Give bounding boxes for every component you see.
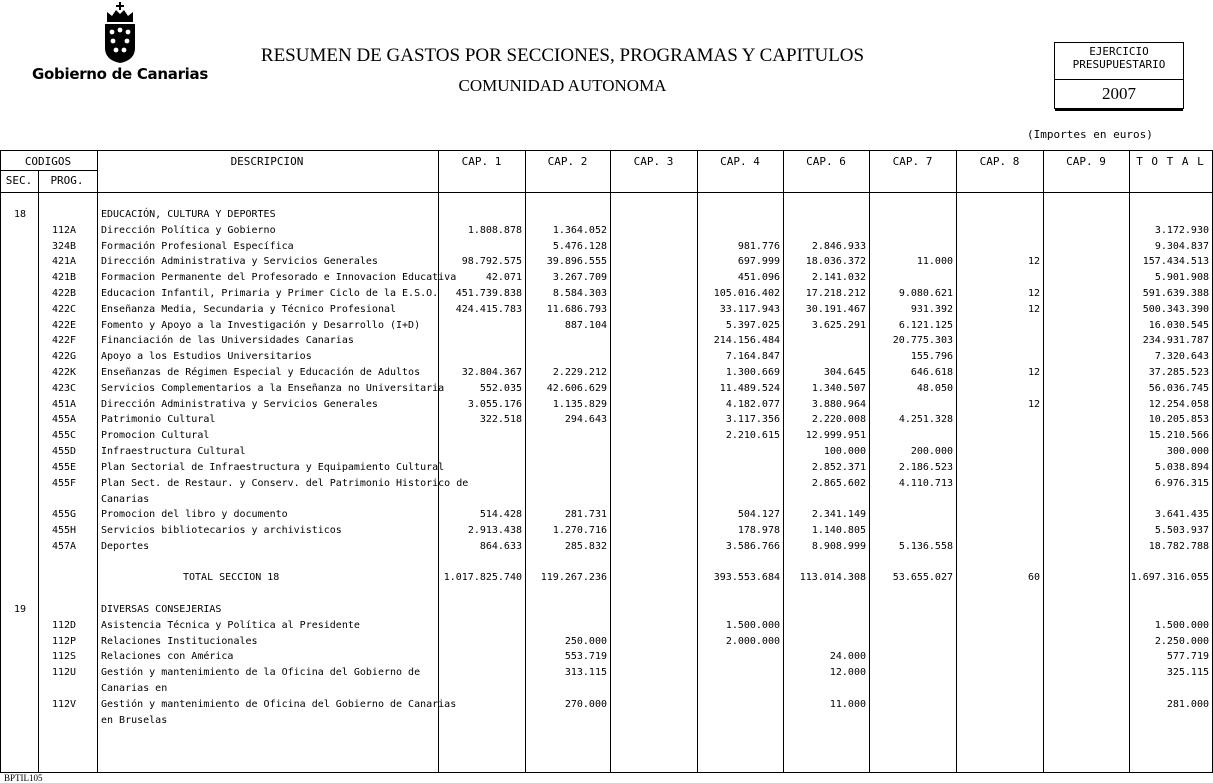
amount-value: 9.080.621	[898, 288, 953, 299]
amount-value: 2.341.149	[811, 509, 866, 520]
report-title: RESUMEN DE GASTOS POR SECCIONES, PROGRAMAS Y CAPITULOS	[260, 45, 865, 66]
report-subtitle: COMUNIDAD AUTONOMA	[458, 76, 667, 95]
header-divider	[0, 170, 97, 171]
column-divider	[525, 151, 526, 772]
amount-value: 864.633	[479, 541, 522, 552]
amount-value: 5.476.128	[552, 241, 607, 252]
program-code: 451A	[52, 399, 77, 410]
total-value: 9.304.837	[1154, 241, 1209, 252]
amount-value: 2.186.523	[898, 462, 953, 473]
column-divider	[869, 151, 870, 772]
ejercicio-box	[1054, 42, 1184, 109]
description-text: Formación Profesional Específica	[101, 241, 294, 252]
amount-value: 514.428	[479, 509, 522, 520]
amount-value: 697.999	[737, 256, 780, 267]
program-code: 112D	[52, 620, 77, 631]
total-value: 281.000	[1166, 699, 1209, 710]
description-text: Educacion Infantil, Primaria y Primer Ciclo de la E.S.O.	[101, 288, 439, 299]
amount-value: 18.036.372	[805, 256, 866, 267]
program-code: 455H	[52, 525, 77, 536]
amount-value: 48.050	[916, 383, 953, 394]
amount-value: 250.000	[564, 636, 607, 647]
column-divider	[1043, 151, 1044, 772]
column-divider	[0, 151, 1, 772]
column-divider	[610, 151, 611, 772]
amount-value: 3.117.356	[725, 414, 780, 425]
amount-value: 98.792.575	[461, 256, 522, 267]
total-value: 591.639.388	[1142, 288, 1209, 299]
amount-value: 8.908.999	[811, 541, 866, 552]
amount-value: 3.625.291	[811, 320, 866, 331]
program-code: 422K	[52, 367, 77, 378]
amount-value: 1.140.805	[811, 525, 866, 536]
description-text: Gestión y mantenimiento de la Oficina del Gobierno de	[101, 667, 421, 678]
cap-header: CAP. 8	[979, 155, 1020, 168]
section-code: 19	[14, 604, 27, 615]
amount-value: 4.182.077	[725, 399, 780, 410]
amount-value: 313.115	[564, 667, 607, 678]
descripcion-header: DESCRIPCION	[230, 155, 304, 168]
description-text: Promocion Cultural	[101, 430, 210, 441]
program-code: 455G	[52, 509, 77, 520]
program-code: 423C	[52, 383, 77, 394]
amount-value: 1.340.507	[811, 383, 866, 394]
amount-value: 1.364.052	[552, 225, 607, 236]
amount-value: 60	[1027, 572, 1040, 583]
amount-value: 24.000	[829, 651, 866, 662]
total-value: 325.115	[1166, 667, 1209, 678]
program-code: 112V	[52, 699, 77, 710]
cap-header: CAP. 4	[720, 155, 760, 168]
amount-value: 553.719	[564, 651, 607, 662]
amount-value: 3.586.766	[725, 541, 780, 552]
program-code: 455A	[52, 414, 77, 425]
amount-value: 11.489.524	[719, 383, 780, 394]
amount-value: 646.618	[910, 367, 953, 378]
importes-note: (Importes en euros)	[1027, 128, 1153, 141]
total-value: 234.931.787	[1142, 335, 1209, 346]
description-text: Relaciones con América	[101, 651, 234, 662]
section-code: 18	[14, 209, 27, 220]
description-text: Dirección Administrativa y Servicios Generales	[101, 256, 378, 267]
program-code: 455F	[52, 478, 77, 489]
description-text: Relaciones Institucionales	[101, 636, 258, 647]
codigos-header: CODIGOS	[24, 155, 72, 168]
amount-value: 2.229.212	[552, 367, 607, 378]
total-value: 3.641.435	[1154, 509, 1209, 520]
description-text: Deportes	[101, 541, 150, 552]
total-value: 3.172.930	[1154, 225, 1209, 236]
amount-value: 424.415.783	[455, 304, 522, 315]
column-divider	[783, 151, 784, 772]
description-text: Gestión y mantenimiento de Oficina del Gobierno de Canarias	[101, 699, 457, 710]
description-text: Dirección Administrativa y Servicios Generales	[101, 399, 378, 410]
budget-year: 2007	[1055, 79, 1183, 111]
amount-value: 20.775.303	[892, 335, 953, 346]
amount-value: 1.017.825.740	[443, 572, 522, 583]
program-code: 422B	[52, 288, 77, 299]
amount-value: 5.136.558	[898, 541, 953, 552]
amount-value: 393.553.684	[713, 572, 780, 583]
amount-value: 12	[1027, 304, 1040, 315]
description-text: Enseñanzas de Régimen Especial y Educación de Adultos	[101, 367, 421, 378]
program-code: 455D	[52, 446, 77, 457]
total-value: 18.782.788	[1148, 541, 1209, 552]
total-value: 300.000	[1166, 446, 1209, 457]
cap-header: CAP. 3	[633, 155, 674, 168]
total-value: 37.285.523	[1148, 367, 1209, 378]
description-text: Formacion Permanente del Profesorado e Innovacion Educativa	[101, 272, 457, 283]
amount-value: 12	[1027, 399, 1040, 410]
column-divider	[97, 151, 98, 772]
cap-header: CAP. 6	[806, 155, 846, 168]
description-text: Servicios bibliotecarios y archivisticos	[101, 525, 342, 536]
amount-value: 2.846.933	[811, 241, 866, 252]
program-code: 324B	[52, 241, 77, 252]
logo-text: Gobierno de Canarias	[32, 65, 208, 83]
prog-header: PROG.	[50, 174, 84, 187]
description-text: Infraestructura Cultural	[101, 446, 246, 457]
amount-value: 113.014.308	[799, 572, 866, 583]
amount-value: 451.739.838	[455, 288, 522, 299]
description-text: Canarias	[101, 494, 150, 505]
program-code: 422G	[52, 351, 77, 362]
amount-value: 1.135.829	[552, 399, 607, 410]
amount-value: 2.865.602	[811, 478, 866, 489]
amount-value: 552.035	[479, 383, 522, 394]
amount-value: 270.000	[564, 699, 607, 710]
amount-value: 214.156.484	[713, 335, 780, 346]
cap-header: CAP. 7	[892, 155, 933, 168]
total-value: 577.719	[1166, 651, 1209, 662]
amount-value: 39.896.555	[546, 256, 607, 267]
amount-value: 53.655.027	[892, 572, 953, 583]
program-code: 112U	[52, 667, 77, 678]
total-value: 1.697.316.055	[1130, 572, 1209, 583]
description-text: Financiación de las Universidades Canarias	[101, 335, 354, 346]
description-text: DIVERSAS CONSEJERIAS	[101, 604, 222, 615]
amount-value: 32.804.367	[461, 367, 522, 378]
program-code: 422C	[52, 304, 77, 315]
total-value: 15.210.566	[1148, 430, 1209, 441]
program-code: 112P	[52, 636, 77, 647]
amount-value: 155.796	[910, 351, 953, 362]
amount-value: 2.852.371	[811, 462, 866, 473]
description-text: TOTAL SECCION 18	[183, 572, 280, 583]
cap-header: CAP. 2	[547, 155, 588, 168]
total-value: 500.343.390	[1142, 304, 1209, 315]
amount-value: 30.191.467	[805, 304, 866, 315]
total-value: 5.038.894	[1154, 462, 1209, 473]
amount-value: 12.999.951	[805, 430, 866, 441]
column-divider	[38, 170, 39, 772]
amount-value: 2.000.000	[725, 636, 780, 647]
description-text: Dirección Política y Gobierno	[101, 225, 276, 236]
total-value: 157.434.513	[1142, 256, 1209, 267]
amount-value: 33.117.943	[719, 304, 780, 315]
description-text: Plan Sectorial de Infraestructura y Equipamiento Cultural	[101, 462, 445, 473]
program-code: 455C	[52, 430, 77, 441]
total-value: 10.205.853	[1148, 414, 1209, 425]
ejercicio-label: EJERCICIO	[1089, 45, 1149, 58]
report-code: BPTIL105	[4, 773, 43, 783]
amount-value: 285.832	[564, 541, 607, 552]
total-value: 5.503.937	[1154, 525, 1209, 536]
program-code: 112A	[52, 225, 77, 236]
amount-value: 281.731	[564, 509, 607, 520]
amount-value: 3.880.964	[811, 399, 866, 410]
amount-value: 4.110.713	[898, 478, 953, 489]
amount-value: 1.270.716	[552, 525, 607, 536]
description-text: en Bruselas	[101, 715, 168, 726]
amount-value: 42.071	[485, 272, 522, 283]
total-value: 6.976.315	[1154, 478, 1209, 489]
amount-value: 2.210.615	[725, 430, 780, 441]
header-bottom-rule	[0, 192, 1213, 193]
description-text: EDUCACIÓN, CULTURA Y DEPORTES	[101, 209, 276, 220]
amount-value: 6.121.125	[898, 320, 953, 331]
amount-value: 931.392	[910, 304, 953, 315]
amount-value: 11.000	[829, 699, 866, 710]
column-divider	[1129, 151, 1130, 772]
amount-value: 2.220.008	[811, 414, 866, 425]
amount-value: 178.978	[737, 525, 780, 536]
program-code: 421B	[52, 272, 77, 283]
amount-value: 294.643	[564, 414, 607, 425]
amount-value: 11.000	[916, 256, 953, 267]
total-value: 1.500.000	[1154, 620, 1209, 631]
amount-value: 304.645	[823, 367, 866, 378]
amount-value: 7.164.847	[725, 351, 780, 362]
description-text: Enseñanza Media, Secundaria y Técnico Profesional	[101, 304, 397, 315]
total-value: 5.901.908	[1154, 272, 1209, 283]
amount-value: 119.267.236	[540, 572, 607, 583]
amount-value: 105.016.402	[713, 288, 780, 299]
amount-value: 3.055.176	[467, 399, 522, 410]
program-code: 421A	[52, 256, 77, 267]
amount-value: 981.776	[737, 241, 780, 252]
cap-header: T O T A L	[1136, 155, 1205, 168]
gobierno-de-canarias-logo	[30, 2, 210, 84]
amount-value: 12	[1027, 367, 1040, 378]
presupuestario-label: PRESUPUESTARIO	[1072, 58, 1166, 71]
amount-value: 2.141.032	[811, 272, 866, 283]
column-divider	[697, 151, 698, 772]
amount-value: 1.500.000	[725, 620, 780, 631]
description-text: Promocion del libro y documento	[101, 509, 288, 520]
coat-of-arms-icon	[102, 2, 138, 64]
description-text: Patrimonio Cultural	[101, 414, 216, 425]
description-text: Apoyo a los Estudios Universitarios	[101, 351, 312, 362]
description-text: Asistencia Técnica y Política al Presidente	[101, 620, 360, 631]
amount-value: 1.300.669	[725, 367, 780, 378]
amount-value: 451.096	[737, 272, 780, 283]
amount-value: 322.518	[479, 414, 522, 425]
amount-value: 3.267.709	[552, 272, 607, 283]
amount-value: 1.808.878	[467, 225, 522, 236]
total-value: 56.036.745	[1148, 383, 1209, 394]
description-text: Fomento y Apoyo a la Investigación y Desarrollo (I+D)	[101, 320, 421, 331]
amount-value: 42.606.629	[546, 383, 607, 394]
amount-value: 17.218.212	[805, 288, 866, 299]
amount-value: 2.913.438	[467, 525, 522, 536]
program-code: 457A	[52, 541, 77, 552]
amount-value: 8.584.303	[552, 288, 607, 299]
amount-value: 200.000	[910, 446, 953, 457]
amount-value: 12	[1027, 288, 1040, 299]
total-value: 12.254.058	[1148, 399, 1209, 410]
total-value: 2.250.000	[1154, 636, 1209, 647]
description-text: Servicios Complementarios a la Enseñanza no Universitaria	[101, 383, 445, 394]
program-code: 422E	[52, 320, 77, 331]
description-text: Plan Sect. de Restaur. y Conserv. del Patrimonio Historico de	[101, 478, 469, 489]
cap-header: CAP. 9	[1066, 155, 1106, 168]
total-value: 7.320.643	[1154, 351, 1209, 362]
amount-value: 12	[1027, 256, 1040, 267]
amount-value: 12.000	[829, 667, 866, 678]
cap-header: CAP. 1	[461, 155, 502, 168]
program-code: 422F	[52, 335, 77, 346]
amount-value: 887.104	[564, 320, 607, 331]
program-code: 455E	[52, 462, 77, 473]
amount-value: 100.000	[823, 446, 866, 457]
expenses-table	[0, 150, 1213, 773]
program-code: 112S	[52, 651, 77, 662]
amount-value: 11.686.793	[546, 304, 607, 315]
sec-header: SEC.	[5, 174, 33, 187]
total-value: 16.030.545	[1148, 320, 1209, 331]
description-text: Canarias en	[101, 683, 168, 694]
column-divider	[956, 151, 957, 772]
amount-value: 5.397.025	[725, 320, 780, 331]
amount-value: 504.127	[737, 509, 780, 520]
amount-value: 4.251.328	[898, 414, 953, 425]
